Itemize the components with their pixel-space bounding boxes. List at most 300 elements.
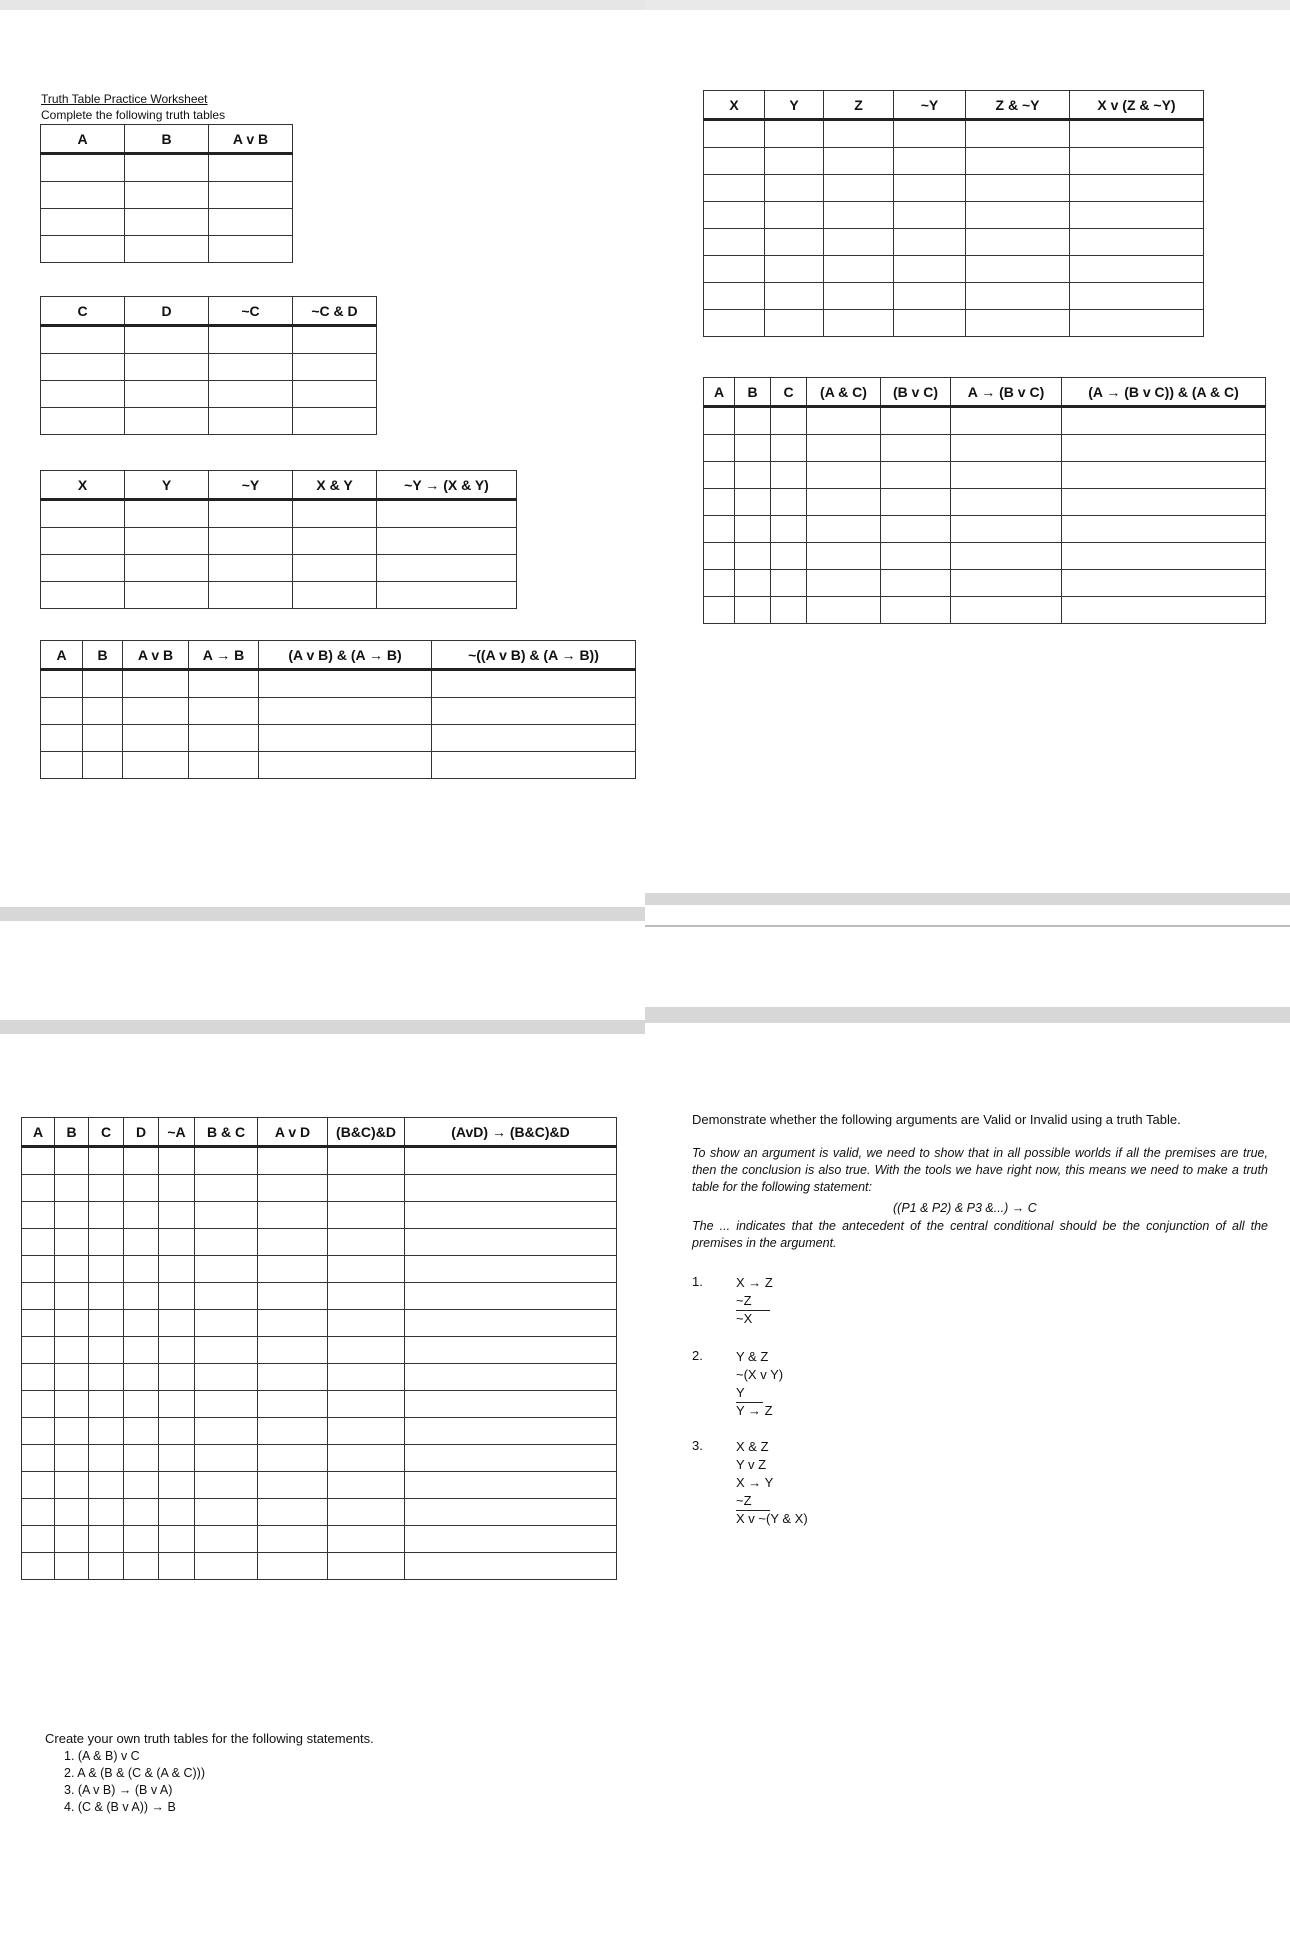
table-cell[interactable] <box>765 256 824 283</box>
table-cell[interactable] <box>55 1553 89 1580</box>
table-cell[interactable] <box>22 1391 55 1418</box>
table-cell[interactable] <box>894 148 966 175</box>
table-cell[interactable] <box>124 1391 159 1418</box>
table-cell[interactable] <box>259 725 432 752</box>
table-cell[interactable] <box>765 229 824 256</box>
table-cell[interactable] <box>1070 283 1204 310</box>
table-cell[interactable] <box>704 202 765 229</box>
table-cell[interactable] <box>258 1337 328 1364</box>
table-cell[interactable] <box>807 516 881 543</box>
table-cell[interactable] <box>951 407 1062 435</box>
table-cell[interactable] <box>894 120 966 148</box>
table-cell[interactable] <box>328 1310 405 1337</box>
table-cell[interactable] <box>22 1147 55 1175</box>
table-cell[interactable] <box>159 1499 195 1526</box>
table-cell[interactable] <box>966 202 1070 229</box>
table-cell[interactable] <box>125 408 209 435</box>
table-cell[interactable] <box>771 543 807 570</box>
table-cell[interactable] <box>328 1202 405 1229</box>
table-cell[interactable] <box>1070 202 1204 229</box>
table-cell[interactable] <box>1070 256 1204 283</box>
table-cell[interactable] <box>704 570 735 597</box>
table-cell[interactable] <box>293 528 377 555</box>
table-cell[interactable] <box>771 597 807 624</box>
table-cell[interactable] <box>881 597 951 624</box>
table-cell[interactable] <box>328 1553 405 1580</box>
table-cell[interactable] <box>293 326 377 354</box>
table-cell[interactable] <box>704 435 735 462</box>
table-cell[interactable] <box>966 229 1070 256</box>
table-cell[interactable] <box>83 670 123 698</box>
table-cell[interactable] <box>159 1310 195 1337</box>
table-cell[interactable] <box>328 1526 405 1553</box>
table-cell[interactable] <box>159 1391 195 1418</box>
table-cell[interactable] <box>771 462 807 489</box>
table-cell[interactable] <box>55 1202 89 1229</box>
table-cell[interactable] <box>881 516 951 543</box>
table-cell[interactable] <box>432 698 636 725</box>
table-cell[interactable] <box>55 1499 89 1526</box>
table-cell[interactable] <box>22 1202 55 1229</box>
table-cell[interactable] <box>881 543 951 570</box>
table-cell[interactable] <box>258 1472 328 1499</box>
table-cell[interactable] <box>195 1202 258 1229</box>
table-cell[interactable] <box>328 1256 405 1283</box>
table-cell[interactable] <box>89 1553 124 1580</box>
table-cell[interactable] <box>89 1337 124 1364</box>
table-cell[interactable] <box>1070 148 1204 175</box>
table-cell[interactable] <box>704 283 765 310</box>
table-cell[interactable] <box>1062 407 1266 435</box>
table-cell[interactable] <box>704 175 765 202</box>
table-cell[interactable] <box>704 489 735 516</box>
table-cell[interactable] <box>771 516 807 543</box>
table-cell[interactable] <box>259 670 432 698</box>
table-cell[interactable] <box>328 1283 405 1310</box>
table-cell[interactable] <box>124 1499 159 1526</box>
table-cell[interactable] <box>41 528 125 555</box>
table-cell[interactable] <box>159 1526 195 1553</box>
table-cell[interactable] <box>881 407 951 435</box>
table-cell[interactable] <box>824 120 894 148</box>
table-cell[interactable] <box>328 1147 405 1175</box>
table-cell[interactable] <box>735 435 771 462</box>
table-cell[interactable] <box>894 202 966 229</box>
table-cell[interactable] <box>124 1310 159 1337</box>
table-cell[interactable] <box>159 1472 195 1499</box>
table-cell[interactable] <box>41 326 125 354</box>
table-cell[interactable] <box>735 407 771 435</box>
table-cell[interactable] <box>125 154 209 182</box>
table-cell[interactable] <box>258 1256 328 1283</box>
table-cell[interactable] <box>159 1256 195 1283</box>
table-cell[interactable] <box>704 516 735 543</box>
table-cell[interactable] <box>159 1229 195 1256</box>
table-cell[interactable] <box>195 1472 258 1499</box>
table-cell[interactable] <box>124 1202 159 1229</box>
table-cell[interactable] <box>966 120 1070 148</box>
table-cell[interactable] <box>195 1499 258 1526</box>
table-cell[interactable] <box>124 1175 159 1202</box>
table-cell[interactable] <box>328 1337 405 1364</box>
table-cell[interactable] <box>55 1283 89 1310</box>
table-cell[interactable] <box>125 354 209 381</box>
table-cell[interactable] <box>55 1418 89 1445</box>
table-cell[interactable] <box>1070 120 1204 148</box>
table-cell[interactable] <box>966 256 1070 283</box>
table-cell[interactable] <box>189 752 259 779</box>
table-cell[interactable] <box>195 1391 258 1418</box>
table-cell[interactable] <box>195 1310 258 1337</box>
table-cell[interactable] <box>765 283 824 310</box>
table-cell[interactable] <box>89 1418 124 1445</box>
table-cell[interactable] <box>881 570 951 597</box>
table-cell[interactable] <box>704 256 765 283</box>
table-cell[interactable] <box>258 1553 328 1580</box>
table-cell[interactable] <box>22 1472 55 1499</box>
table-cell[interactable] <box>405 1283 617 1310</box>
table-cell[interactable] <box>123 670 189 698</box>
table-cell[interactable] <box>209 408 293 435</box>
table-cell[interactable] <box>55 1364 89 1391</box>
table-cell[interactable] <box>405 1147 617 1175</box>
table-cell[interactable] <box>951 570 1062 597</box>
table-cell[interactable] <box>328 1445 405 1472</box>
table-cell[interactable] <box>966 283 1070 310</box>
table-cell[interactable] <box>894 229 966 256</box>
table-cell[interactable] <box>377 528 517 555</box>
table-cell[interactable] <box>55 1337 89 1364</box>
table-cell[interactable] <box>22 1310 55 1337</box>
table-cell[interactable] <box>951 435 1062 462</box>
table-cell[interactable] <box>704 597 735 624</box>
table-cell[interactable] <box>124 1445 159 1472</box>
table-cell[interactable] <box>258 1175 328 1202</box>
table-cell[interactable] <box>258 1499 328 1526</box>
table-cell[interactable] <box>293 354 377 381</box>
table-cell[interactable] <box>209 582 293 609</box>
table-cell[interactable] <box>159 1283 195 1310</box>
table-cell[interactable] <box>55 1175 89 1202</box>
table-cell[interactable] <box>22 1364 55 1391</box>
table-cell[interactable] <box>704 229 765 256</box>
table-cell[interactable] <box>405 1310 617 1337</box>
table-cell[interactable] <box>293 555 377 582</box>
table-cell[interactable] <box>41 555 125 582</box>
table-cell[interactable] <box>405 1472 617 1499</box>
table-cell[interactable] <box>405 1499 617 1526</box>
table-cell[interactable] <box>195 1256 258 1283</box>
table-cell[interactable] <box>124 1337 159 1364</box>
table-cell[interactable] <box>951 597 1062 624</box>
table-cell[interactable] <box>125 326 209 354</box>
table-cell[interactable] <box>41 698 83 725</box>
table-cell[interactable] <box>258 1418 328 1445</box>
table-cell[interactable] <box>22 1418 55 1445</box>
table-cell[interactable] <box>125 582 209 609</box>
table-cell[interactable] <box>824 283 894 310</box>
table-cell[interactable] <box>807 462 881 489</box>
table-cell[interactable] <box>704 148 765 175</box>
table-cell[interactable] <box>735 516 771 543</box>
table-cell[interactable] <box>125 500 209 528</box>
table-cell[interactable] <box>209 354 293 381</box>
table-cell[interactable] <box>771 407 807 435</box>
table-cell[interactable] <box>966 310 1070 337</box>
table-cell[interactable] <box>22 1256 55 1283</box>
table-cell[interactable] <box>966 175 1070 202</box>
table-cell[interactable] <box>22 1499 55 1526</box>
table-cell[interactable] <box>704 407 735 435</box>
table-cell[interactable] <box>894 256 966 283</box>
table-cell[interactable] <box>89 1202 124 1229</box>
table-cell[interactable] <box>1070 310 1204 337</box>
table-cell[interactable] <box>41 582 125 609</box>
table-cell[interactable] <box>405 1364 617 1391</box>
table-cell[interactable] <box>189 698 259 725</box>
table-cell[interactable] <box>1062 435 1266 462</box>
table-cell[interactable] <box>1062 489 1266 516</box>
table-cell[interactable] <box>124 1147 159 1175</box>
table-cell[interactable] <box>159 1147 195 1175</box>
table-cell[interactable] <box>159 1202 195 1229</box>
table-cell[interactable] <box>405 1445 617 1472</box>
table-cell[interactable] <box>824 229 894 256</box>
table-cell[interactable] <box>894 175 966 202</box>
table-cell[interactable] <box>123 752 189 779</box>
table-cell[interactable] <box>704 310 765 337</box>
table-cell[interactable] <box>41 670 83 698</box>
table-cell[interactable] <box>1062 570 1266 597</box>
table-cell[interactable] <box>405 1175 617 1202</box>
table-cell[interactable] <box>124 1472 159 1499</box>
table-cell[interactable] <box>1070 229 1204 256</box>
table-cell[interactable] <box>951 489 1062 516</box>
table-cell[interactable] <box>258 1310 328 1337</box>
table-cell[interactable] <box>195 1229 258 1256</box>
table-cell[interactable] <box>328 1418 405 1445</box>
table-cell[interactable] <box>704 543 735 570</box>
table-cell[interactable] <box>89 1445 124 1472</box>
table-cell[interactable] <box>209 209 293 236</box>
table-cell[interactable] <box>824 256 894 283</box>
table-cell[interactable] <box>771 489 807 516</box>
table-cell[interactable] <box>89 1175 124 1202</box>
table-cell[interactable] <box>704 462 735 489</box>
table-cell[interactable] <box>195 1364 258 1391</box>
table-cell[interactable] <box>293 582 377 609</box>
table-cell[interactable] <box>83 725 123 752</box>
table-cell[interactable] <box>55 1445 89 1472</box>
table-cell[interactable] <box>432 725 636 752</box>
table-cell[interactable] <box>405 1229 617 1256</box>
table-cell[interactable] <box>41 500 125 528</box>
table-cell[interactable] <box>258 1202 328 1229</box>
table-cell[interactable] <box>55 1310 89 1337</box>
table-cell[interactable] <box>195 1445 258 1472</box>
table-cell[interactable] <box>41 354 125 381</box>
table-cell[interactable] <box>89 1229 124 1256</box>
table-cell[interactable] <box>125 209 209 236</box>
table-cell[interactable] <box>195 1147 258 1175</box>
table-cell[interactable] <box>89 1391 124 1418</box>
table-cell[interactable] <box>1070 175 1204 202</box>
table-cell[interactable] <box>22 1553 55 1580</box>
table-cell[interactable] <box>824 310 894 337</box>
table-cell[interactable] <box>195 1553 258 1580</box>
table-cell[interactable] <box>432 752 636 779</box>
table-cell[interactable] <box>1062 516 1266 543</box>
table-cell[interactable] <box>89 1256 124 1283</box>
table-cell[interactable] <box>807 407 881 435</box>
table-cell[interactable] <box>41 752 83 779</box>
table-cell[interactable] <box>209 500 293 528</box>
table-cell[interactable] <box>824 175 894 202</box>
table-cell[interactable] <box>209 381 293 408</box>
table-cell[interactable] <box>293 408 377 435</box>
table-cell[interactable] <box>195 1283 258 1310</box>
table-cell[interactable] <box>55 1472 89 1499</box>
table-cell[interactable] <box>765 175 824 202</box>
table-cell[interactable] <box>41 408 125 435</box>
table-cell[interactable] <box>83 698 123 725</box>
table-cell[interactable] <box>807 543 881 570</box>
table-cell[interactable] <box>824 148 894 175</box>
table-cell[interactable] <box>807 570 881 597</box>
table-cell[interactable] <box>328 1472 405 1499</box>
table-cell[interactable] <box>894 310 966 337</box>
table-cell[interactable] <box>258 1364 328 1391</box>
table-cell[interactable] <box>209 326 293 354</box>
table-cell[interactable] <box>735 597 771 624</box>
table-cell[interactable] <box>41 182 125 209</box>
table-cell[interactable] <box>405 1337 617 1364</box>
table-cell[interactable] <box>328 1229 405 1256</box>
table-cell[interactable] <box>771 570 807 597</box>
table-cell[interactable] <box>195 1418 258 1445</box>
table-cell[interactable] <box>258 1391 328 1418</box>
table-cell[interactable] <box>209 555 293 582</box>
table-cell[interactable] <box>55 1256 89 1283</box>
table-cell[interactable] <box>195 1175 258 1202</box>
table-cell[interactable] <box>89 1526 124 1553</box>
table-cell[interactable] <box>124 1283 159 1310</box>
table-cell[interactable] <box>159 1175 195 1202</box>
table-cell[interactable] <box>41 725 83 752</box>
table-cell[interactable] <box>765 310 824 337</box>
table-cell[interactable] <box>258 1229 328 1256</box>
table-cell[interactable] <box>258 1147 328 1175</box>
table-cell[interactable] <box>951 516 1062 543</box>
table-cell[interactable] <box>124 1526 159 1553</box>
table-cell[interactable] <box>881 489 951 516</box>
table-cell[interactable] <box>209 528 293 555</box>
table-cell[interactable] <box>41 209 125 236</box>
table-cell[interactable] <box>951 462 1062 489</box>
table-cell[interactable] <box>259 698 432 725</box>
table-cell[interactable] <box>83 752 123 779</box>
table-cell[interactable] <box>966 148 1070 175</box>
table-cell[interactable] <box>124 1418 159 1445</box>
table-cell[interactable] <box>735 489 771 516</box>
table-cell[interactable] <box>765 120 824 148</box>
table-cell[interactable] <box>189 670 259 698</box>
table-cell[interactable] <box>89 1364 124 1391</box>
table-cell[interactable] <box>405 1391 617 1418</box>
table-cell[interactable] <box>89 1472 124 1499</box>
table-cell[interactable] <box>735 462 771 489</box>
table-cell[interactable] <box>258 1283 328 1310</box>
table-cell[interactable] <box>89 1283 124 1310</box>
table-cell[interactable] <box>771 435 807 462</box>
table-cell[interactable] <box>765 202 824 229</box>
table-cell[interactable] <box>824 202 894 229</box>
table-cell[interactable] <box>258 1445 328 1472</box>
table-cell[interactable] <box>293 500 377 528</box>
table-cell[interactable] <box>704 120 765 148</box>
table-cell[interactable] <box>377 500 517 528</box>
table-cell[interactable] <box>807 489 881 516</box>
table-cell[interactable] <box>125 528 209 555</box>
table-cell[interactable] <box>377 555 517 582</box>
table-cell[interactable] <box>881 462 951 489</box>
table-cell[interactable] <box>209 236 293 263</box>
table-cell[interactable] <box>159 1553 195 1580</box>
table-cell[interactable] <box>159 1445 195 1472</box>
table-cell[interactable] <box>259 752 432 779</box>
table-cell[interactable] <box>377 582 517 609</box>
table-cell[interactable] <box>124 1553 159 1580</box>
table-cell[interactable] <box>22 1229 55 1256</box>
table-cell[interactable] <box>22 1526 55 1553</box>
table-cell[interactable] <box>123 725 189 752</box>
table-cell[interactable] <box>209 154 293 182</box>
table-cell[interactable] <box>124 1364 159 1391</box>
table-cell[interactable] <box>258 1526 328 1553</box>
table-cell[interactable] <box>765 148 824 175</box>
table-cell[interactable] <box>22 1283 55 1310</box>
table-cell[interactable] <box>125 555 209 582</box>
table-cell[interactable] <box>41 381 125 408</box>
table-cell[interactable] <box>22 1337 55 1364</box>
table-cell[interactable] <box>328 1391 405 1418</box>
table-cell[interactable] <box>209 182 293 209</box>
table-cell[interactable] <box>405 1418 617 1445</box>
table-cell[interactable] <box>22 1175 55 1202</box>
table-cell[interactable] <box>328 1499 405 1526</box>
table-cell[interactable] <box>881 435 951 462</box>
table-cell[interactable] <box>405 1202 617 1229</box>
table-cell[interactable] <box>189 725 259 752</box>
table-cell[interactable] <box>89 1499 124 1526</box>
table-cell[interactable] <box>89 1310 124 1337</box>
table-cell[interactable] <box>55 1229 89 1256</box>
table-cell[interactable] <box>124 1256 159 1283</box>
table-cell[interactable] <box>894 283 966 310</box>
table-cell[interactable] <box>328 1175 405 1202</box>
table-cell[interactable] <box>405 1256 617 1283</box>
table-cell[interactable] <box>55 1391 89 1418</box>
table-cell[interactable] <box>807 435 881 462</box>
table-cell[interactable] <box>328 1364 405 1391</box>
table-cell[interactable] <box>159 1337 195 1364</box>
table-cell[interactable] <box>195 1526 258 1553</box>
table-cell[interactable] <box>159 1364 195 1391</box>
table-cell[interactable] <box>1062 543 1266 570</box>
table-cell[interactable] <box>195 1337 258 1364</box>
table-cell[interactable] <box>123 698 189 725</box>
table-cell[interactable] <box>405 1553 617 1580</box>
